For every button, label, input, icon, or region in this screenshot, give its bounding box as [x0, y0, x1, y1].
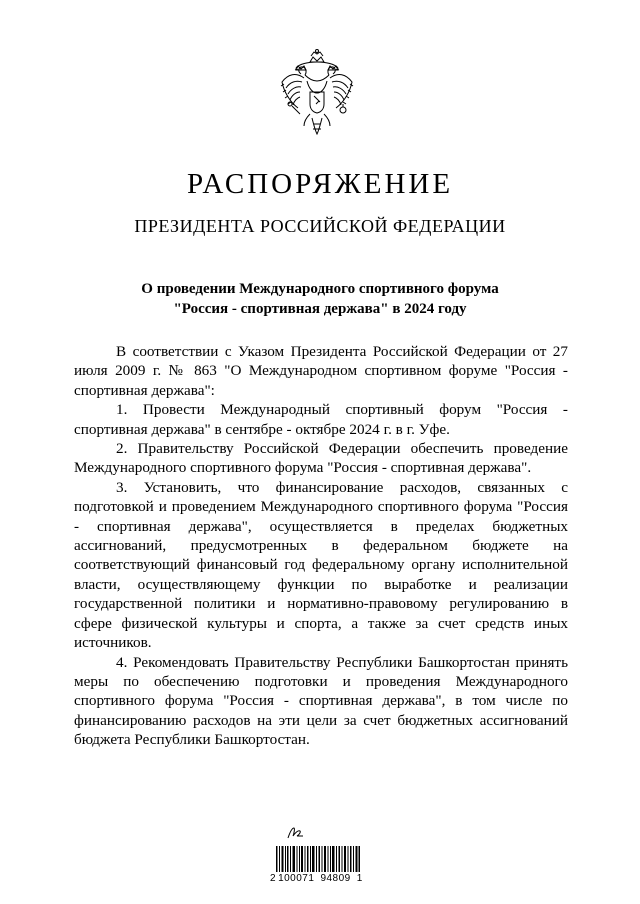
barcode-group-4: 1	[356, 873, 363, 884]
barcode-icon	[276, 846, 360, 872]
document-issuer: ПРЕЗИДЕНТА РОССИЙСКОЙ ФЕДЕРАЦИИ	[134, 216, 506, 236]
barcode-number	[268, 873, 363, 884]
document-heading	[60, 279, 580, 319]
heading-line-2: "Россия - спортивная держава" в 2024 году	[173, 301, 467, 317]
document-body	[74, 342, 568, 750]
clause-3-paragraph: 3. Установить, что финансирование расходов, связанных с подготовкой и проведением Международного спортивного форума "Россия - спортивная держава", осуществляется в пределах бюджетных ассигнований, предусмотренных в федеральном бюджете на соответствующий финансовый год федеральному органу исполнительной власти, осуществляющему функции по выработке и реализации государственной политики и нормативно-правовому регулированию в сфере физической культуры и спорта, а также за счет средств иных источников.	[74, 478, 568, 652]
barcode-group-2: 100071	[278, 873, 315, 884]
barcode-group-1: 2	[270, 873, 277, 884]
preamble-paragraph: В соответствии с Указом Президента Российской Федерации от 27 июля 2009 г. № 863 "О Международном спортивном форуме "Россия - спортивная держава":	[74, 343, 568, 399]
coat-of-arms-icon	[274, 48, 360, 140]
heading-line-1: О проведении Международного спортивного форума	[141, 281, 499, 297]
clause-4-paragraph: 4. Рекомендовать Правительству Республики Башкортостан принять меры по обеспечению подготовки и проведения Международного спортивного форума "Россия - спортивная держава", в том числе по финансированию расходов на эти цели за счет бюджетных ассигнований бюджета Республики Башкортостан.	[74, 653, 568, 749]
barcode-group-3: 94809	[320, 873, 351, 884]
clause-2-paragraph: 2. Правительству Российской Федерации обеспечить проведение Международного спортивного форума "Россия - спортивная держава".	[74, 440, 568, 477]
document-type-title: РАСПОРЯЖЕНИЕ	[186, 168, 454, 200]
signature-mark-icon	[286, 826, 304, 840]
clause-1-paragraph: 1. Провести Международный спортивный форум "Россия - спортивная держава" в сентябре - октябре 2024 г. в г. Уфе.	[74, 401, 568, 438]
